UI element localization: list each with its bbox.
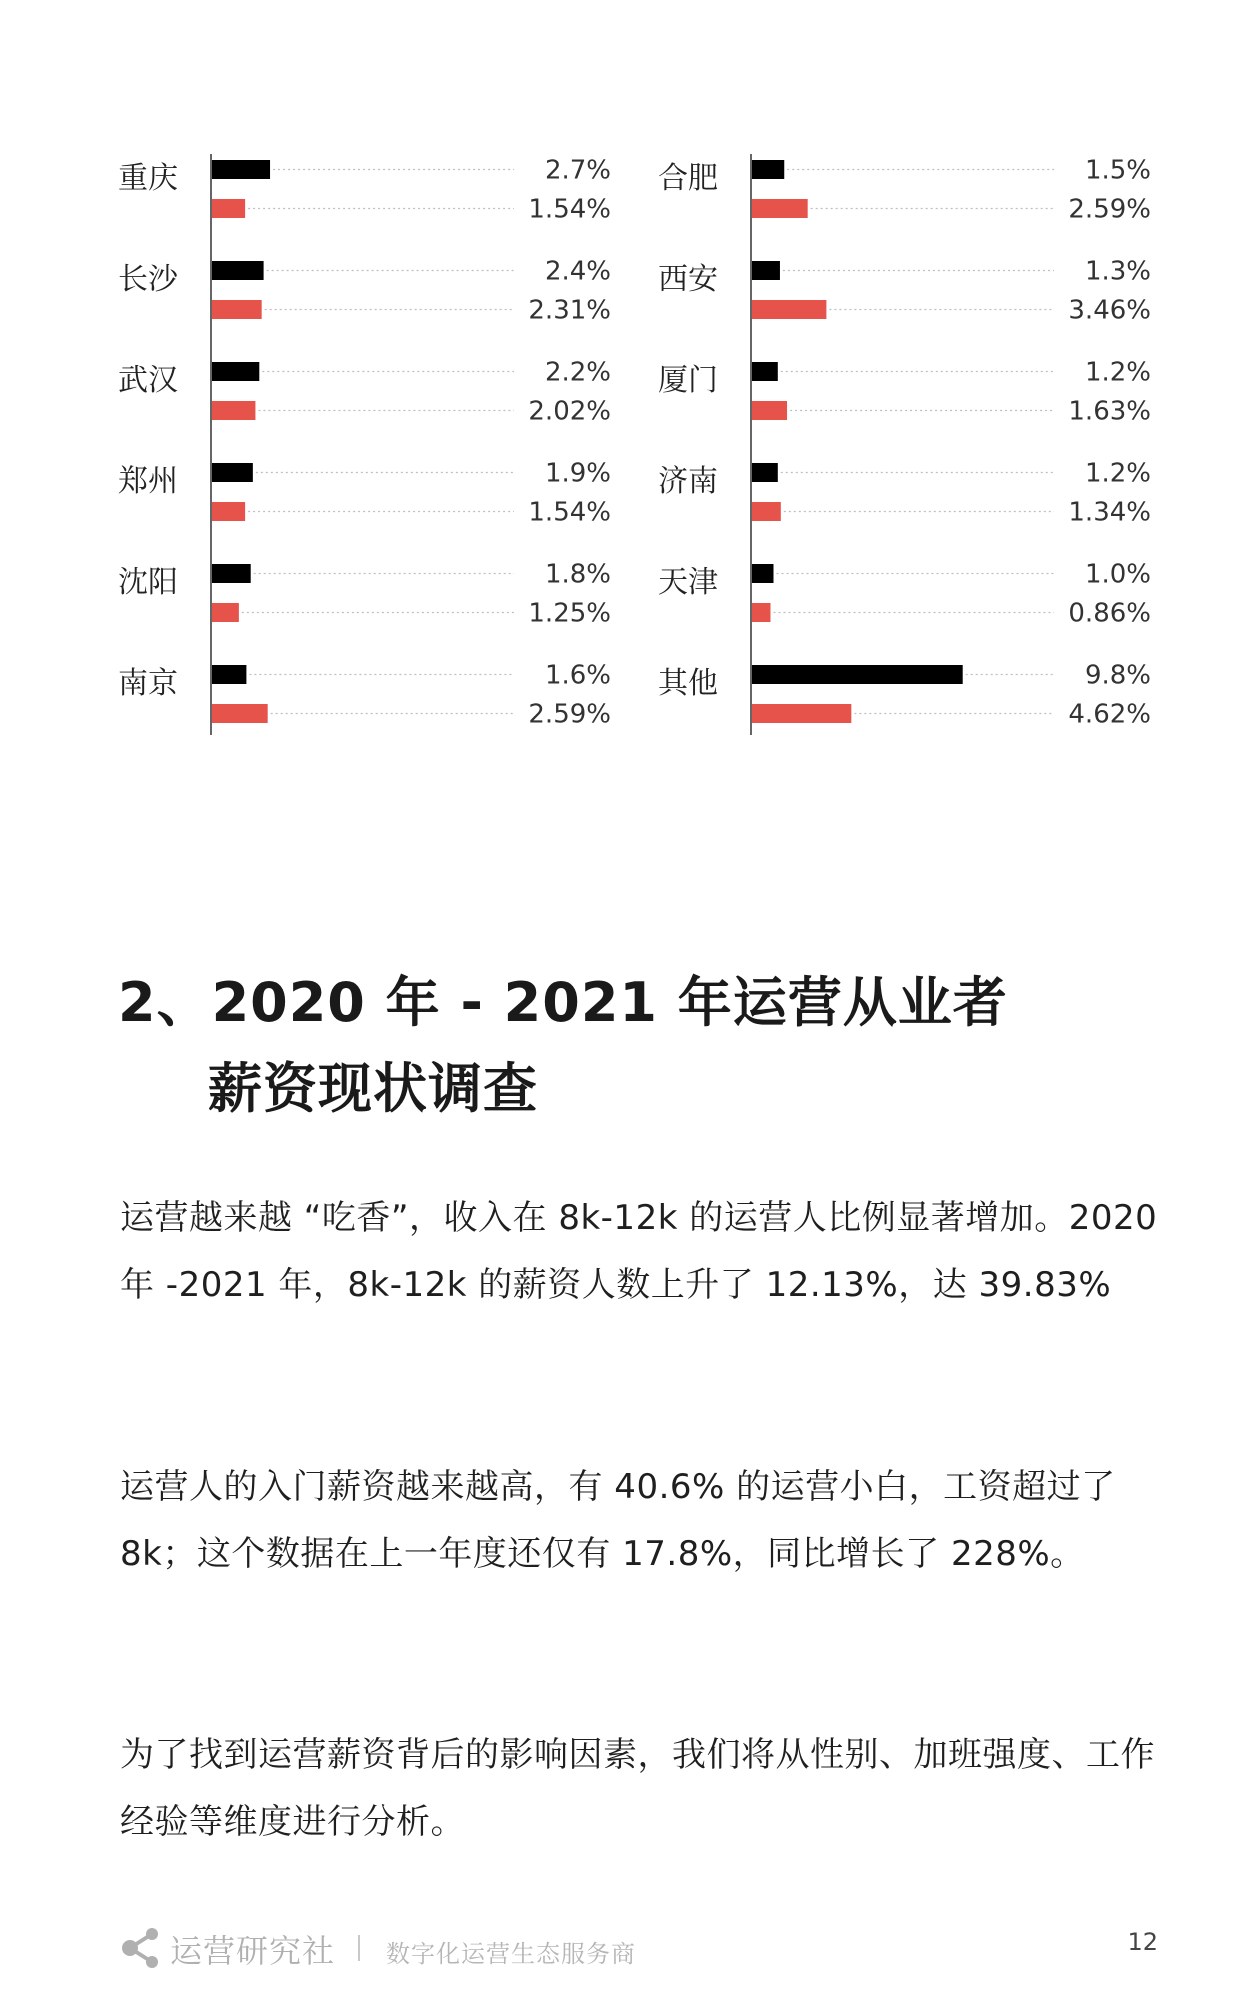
city-label: 武汉: [118, 363, 178, 398]
chart-right-svg: [658, 150, 1178, 750]
page-number: 12: [1127, 1928, 1158, 1956]
bar-value-label: 2.7%: [544, 155, 611, 186]
bar-red: [752, 704, 851, 723]
bar-red: [752, 300, 826, 319]
city-label: 重庆: [118, 161, 178, 196]
bar-red: [752, 603, 770, 622]
section-title: [118, 960, 1008, 1132]
bar-value-label: 9.8%: [1084, 660, 1151, 691]
bar-value-label: 1.5%: [1084, 155, 1151, 186]
bar-value-label: 1.3%: [1084, 256, 1151, 287]
city-label: 其他: [658, 666, 718, 701]
bar-black: [212, 463, 253, 482]
bar-value-label: 1.54%: [528, 194, 611, 225]
section-title-line-2: 薪资现状调查: [208, 1057, 538, 1120]
bar-red: [752, 502, 781, 521]
bar-value-label: 1.9%: [544, 458, 611, 489]
bar-black: [752, 362, 778, 381]
bar-value-label: 2.2%: [544, 357, 611, 388]
bar-value-label: 1.25%: [528, 598, 611, 629]
city-label: 西安: [658, 262, 718, 297]
footer-slogan: 数字化运营生态服务商: [386, 1940, 636, 1968]
section-title-line-1: 2、2020 年 - 2021 年运营从业者: [118, 971, 1008, 1034]
city-bar-chart-right: [658, 150, 1178, 750]
bar-value-label: 1.54%: [528, 497, 611, 528]
chart-left-svg: [118, 150, 638, 750]
bar-black: [212, 160, 270, 179]
bar-black: [752, 564, 774, 583]
city-bar-chart-left: [118, 150, 638, 750]
paragraph-salary-increase: 运营越来越 “吃香”，收入在 8k-12k 的运营人比例显著增加。2020 年 -2021 年，8k-12k 的薪资人数上升了 12.13%，达 39.83%: [120, 1198, 1158, 1305]
bar-red: [212, 704, 268, 723]
bar-black: [752, 160, 784, 179]
bar-value-label: 1.0%: [1084, 559, 1151, 590]
bar-red: [212, 502, 245, 521]
bar-value-label: 1.63%: [1068, 396, 1151, 427]
bar-value-label: 2.59%: [528, 699, 611, 730]
city-label: 厦门: [658, 363, 718, 398]
bar-value-label: 1.6%: [544, 660, 611, 691]
bar-black: [212, 564, 251, 583]
bar-value-label: 2.4%: [544, 256, 611, 287]
bar-value-label: 1.2%: [1084, 458, 1151, 489]
city-label: 长沙: [118, 262, 178, 297]
bar-value-label: 4.62%: [1068, 699, 1151, 730]
paragraph-entry-salary: 运营人的入门薪资越来越高，有 40.6% 的运营小白，工资超过了 8k；这个数据在上一年度还仅有 17.8%，同比增长了 228%。: [120, 1467, 1116, 1574]
bar-value-label: 1.34%: [1068, 497, 1151, 528]
bar-black: [752, 261, 780, 280]
paragraph-analysis-intro: 为了找到运营薪资背后的影响因素，我们将从性别、加班强度、工作经验等维度进行分析。: [120, 1735, 1155, 1842]
bar-black: [212, 665, 246, 684]
city-label: 合肥: [658, 161, 718, 196]
city-label: 南京: [118, 666, 178, 701]
city-label: 济南: [658, 464, 718, 499]
city-label: 沈阳: [118, 565, 178, 600]
bar-red: [212, 300, 262, 319]
city-label: 郑州: [118, 464, 178, 499]
bar-black: [212, 362, 259, 381]
share-nodes-icon: [118, 1924, 164, 1970]
bar-value-label: 2.02%: [528, 396, 611, 427]
footer-brand-name: 运营研究社: [170, 1932, 336, 1970]
bar-red: [212, 199, 245, 218]
bar-red: [752, 401, 787, 420]
bar-value-label: 1.8%: [544, 559, 611, 590]
bar-value-label: 0.86%: [1068, 598, 1151, 629]
bar-red: [212, 401, 255, 420]
bar-red: [752, 199, 808, 218]
bar-value-label: 2.59%: [1068, 194, 1151, 225]
bar-black: [752, 463, 778, 482]
city-label: 天津: [658, 565, 718, 600]
bar-value-label: 1.2%: [1084, 357, 1151, 388]
bar-black: [212, 261, 264, 280]
bar-value-label: 2.31%: [528, 295, 611, 326]
footer-divider: [358, 1935, 360, 1961]
bar-value-label: 3.46%: [1068, 295, 1151, 326]
bar-black: [752, 665, 963, 684]
page-footer: [118, 1918, 1158, 1978]
bar-red: [212, 603, 239, 622]
